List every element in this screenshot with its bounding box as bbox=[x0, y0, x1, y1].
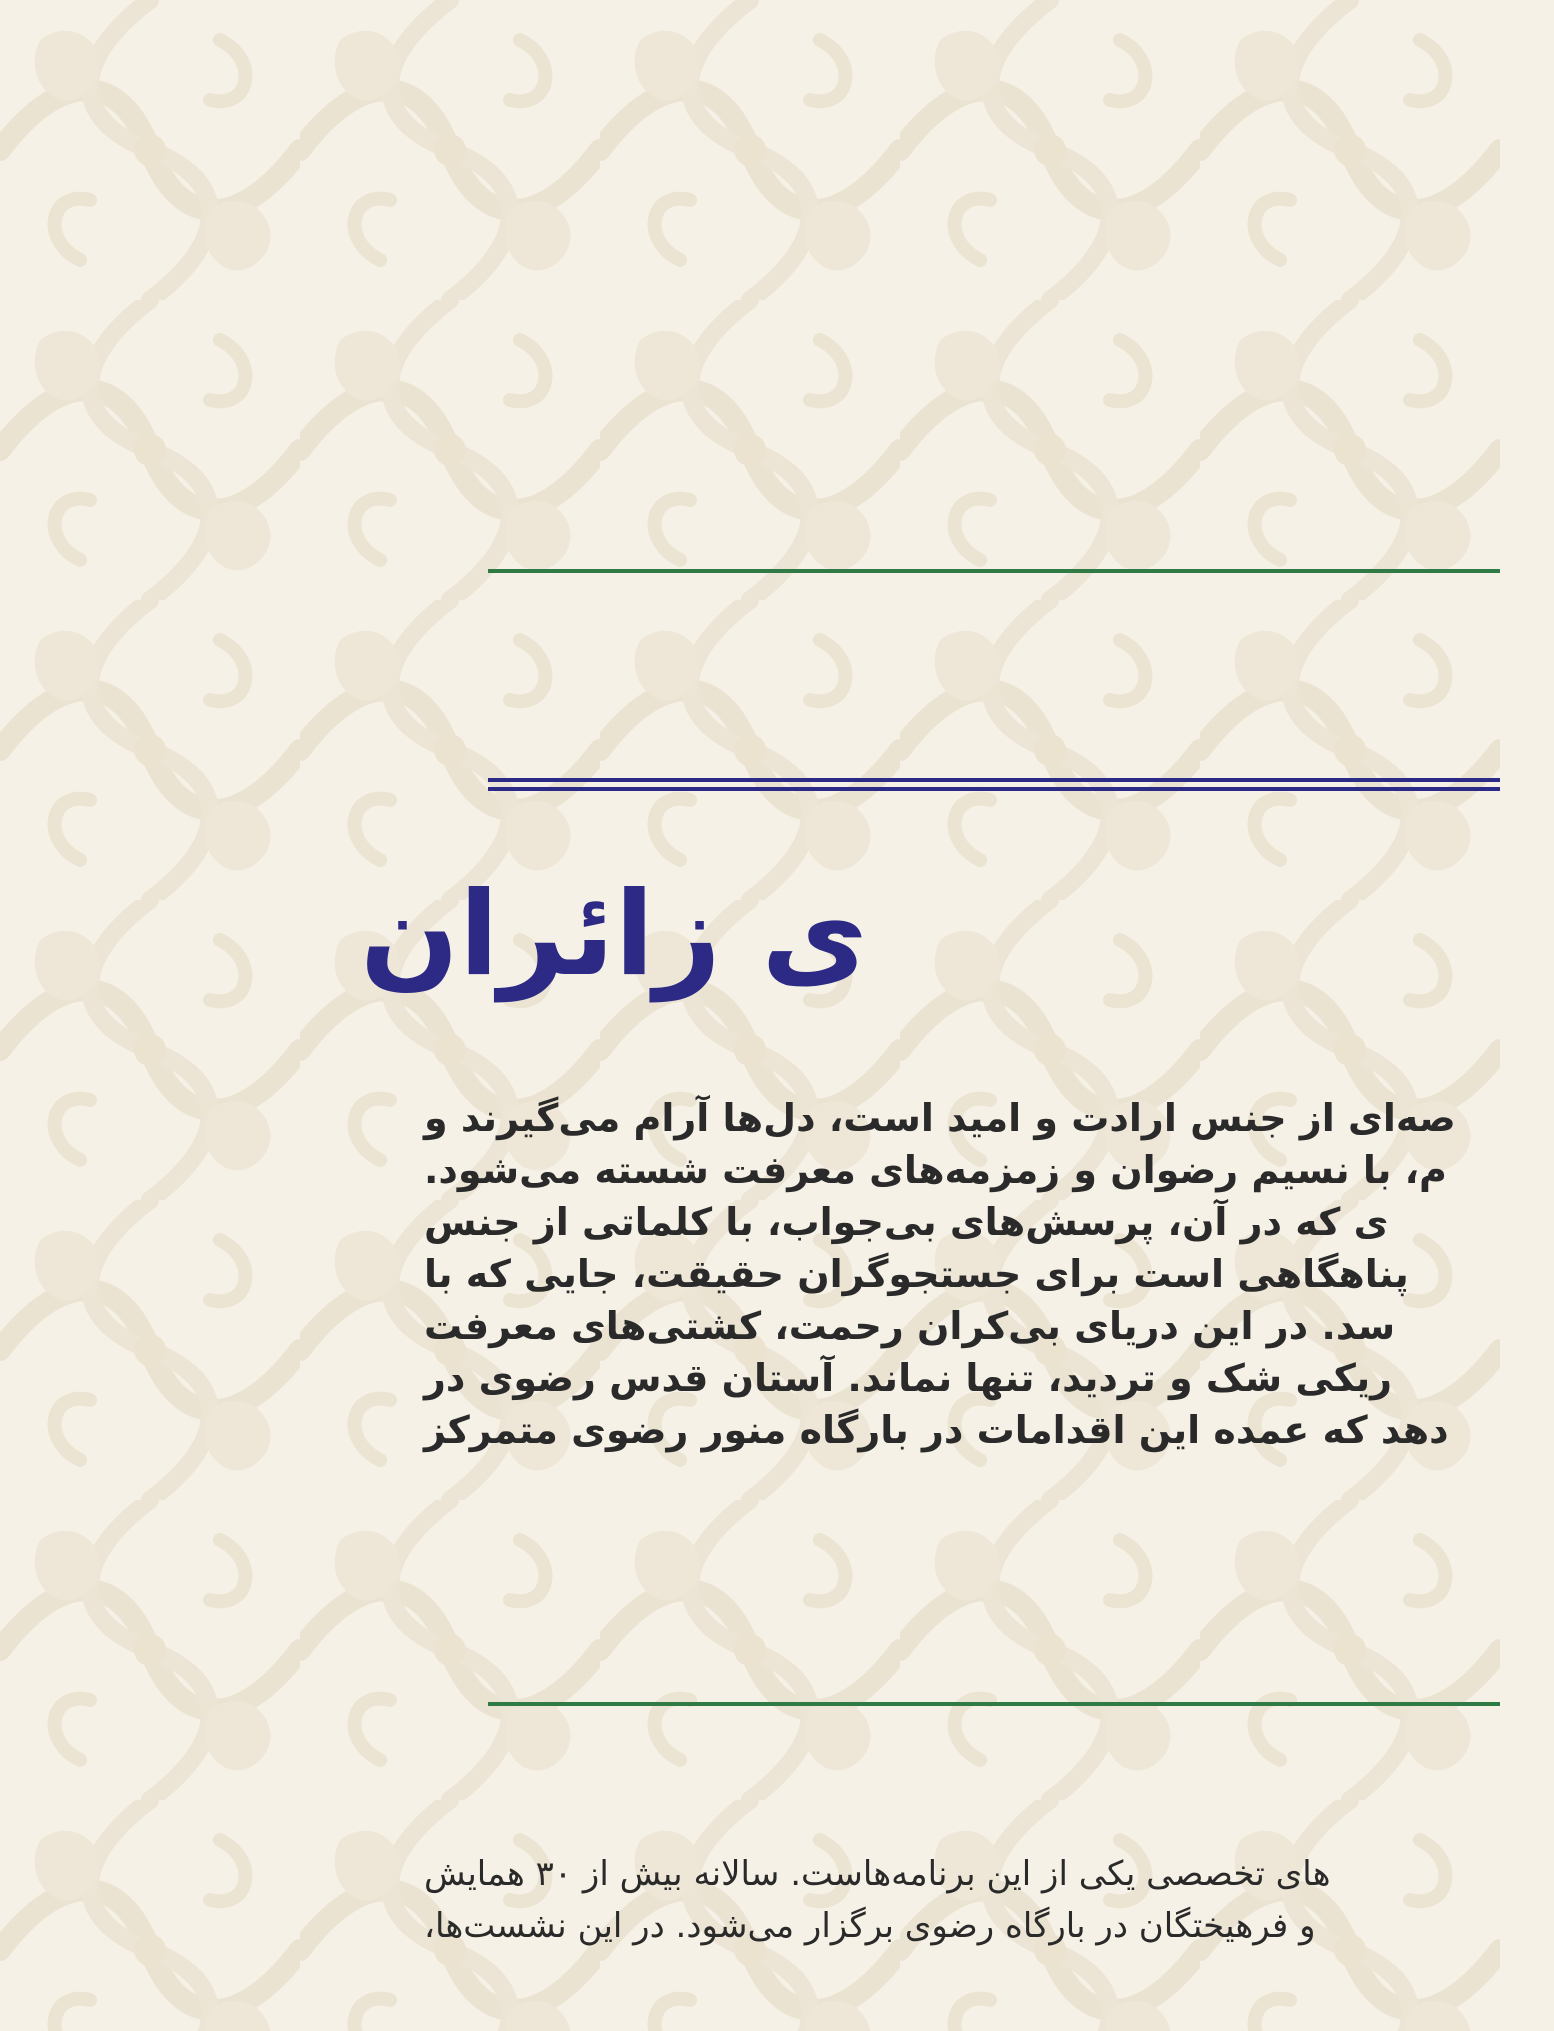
intro-paragraph bbox=[424, 1092, 1554, 1612]
intro-line: ی که در آن، پرسش‌های بی‌جواب، با کلماتی از جنس bbox=[424, 1200, 1389, 1244]
article-headline bbox=[360, 860, 1500, 1010]
bottom-green-divider bbox=[488, 1702, 1500, 1706]
intro-line: م، با نسیم رضوان و زمزمه‌های معرفت شسته می‌شود. bbox=[424, 1148, 1447, 1192]
double-blue-divider-line-lower bbox=[488, 787, 1500, 791]
body-paragraph bbox=[424, 1848, 1554, 2031]
body-line: های تخصصی یکی از این برنامه‌هاست. سالانه بیش از ۳۰ همایش bbox=[424, 1854, 1331, 1894]
intro-line: پناهگاهی است برای جستجوگران حقیقت، جایی که با bbox=[424, 1252, 1409, 1296]
intro-line: دهد که عمده این اقدامات در بارگاه منور رضوی متمرکز bbox=[424, 1408, 1449, 1452]
article-headline-text: ی زائران bbox=[360, 867, 868, 1002]
intro-line: سد. در این دریای بی‌کران رحمت، کشتی‌های معرفت bbox=[424, 1304, 1396, 1348]
double-blue-divider-line-upper bbox=[488, 778, 1500, 782]
intro-line: صه‌ای از جنس ارادت و امید است، دل‌ها آرام می‌گیرند و bbox=[424, 1096, 1456, 1140]
double-blue-divider bbox=[488, 778, 1500, 791]
body-line: و فرهیختگان در بارگاه رضوی برگزار می‌شود. در این نشست‌ها، bbox=[424, 1906, 1316, 1946]
intro-line: ریکی شک و تردید، تنها نماند. آستان قدس رضوی در bbox=[424, 1356, 1393, 1400]
top-green-divider bbox=[488, 569, 1500, 573]
